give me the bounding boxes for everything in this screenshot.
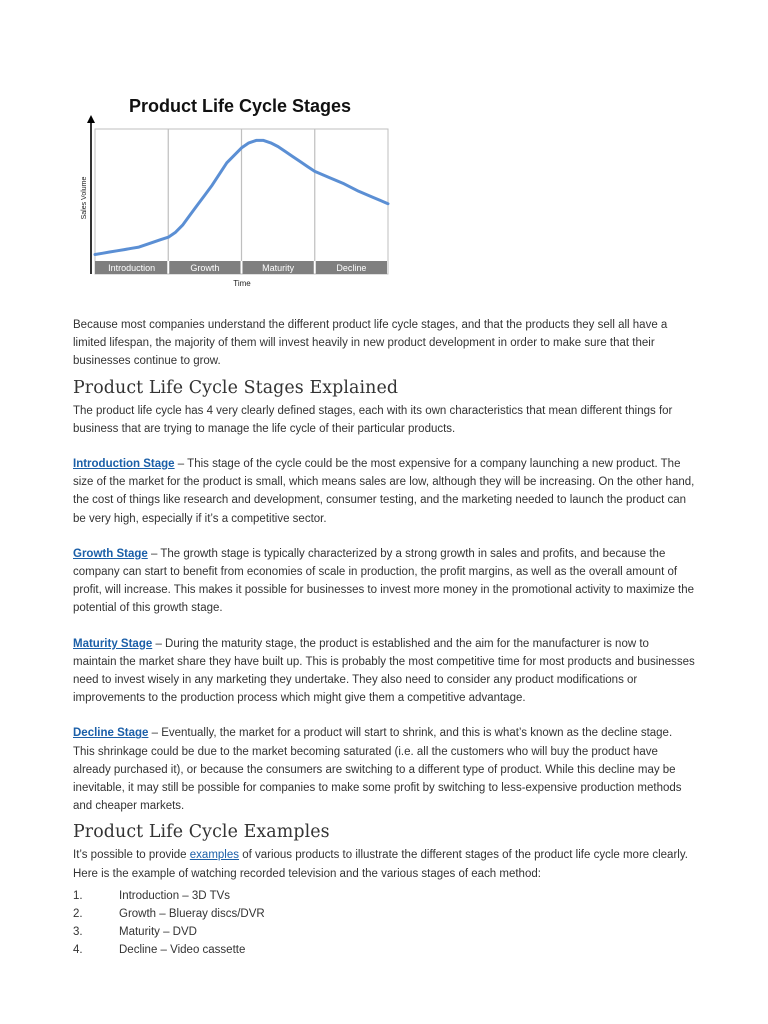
growth-stage-text: – The growth stage is typically characterized by a strong growth in sales and profits, and because the company can start to benefit from economies of scale in production, the profit margins, as well as the overall amount of profit, will increase. This makes it possible for businesses to invest more money in the promotional activity to maximize the potential of this growth stage.	[73, 547, 695, 615]
heading-stages-explained: Product Life Cycle Stages Explained	[73, 377, 399, 398]
x-axis-label: Time	[233, 279, 251, 288]
examples-text-pre: It’s possible to provide	[73, 849, 190, 862]
examples-link[interactable]: examples	[189, 849, 239, 862]
growth-stage-link[interactable]: Growth Stage	[73, 547, 148, 560]
list-item-number: 1.	[73, 889, 83, 902]
y-axis-arrowhead	[87, 115, 95, 123]
list-item-text: Introduction – 3D TVs	[119, 889, 231, 902]
maturity-stage-text: – During the maturity stage, the product is established and the aim for the manufacturer is now to maintain the market share they have built up. This is probably the most competitive time for most products and businesses need to invest wisely in any marketing they undertake. They also need to consider any product modifications or improvements to the production process which might give them a competitive advantage.	[73, 637, 695, 705]
introduction-stage-text: – This stage of the cycle could be the most expensive for a company launching a new product. The size of the market for the product is small, which means sales are low, although they will be increasing. On the other hand, the cost of things like research and development, consumer testing, and the marketing needed to launch the product can be very high, especially if it’s a competitive sector.	[73, 458, 695, 525]
article-body	[73, 316, 695, 960]
list-item-number: 3.	[73, 926, 83, 939]
decline-stage-link[interactable]: Decline Stage	[73, 727, 149, 740]
y-axis-label: Sales Volume	[81, 176, 88, 220]
stage-label: Introduction	[108, 263, 156, 273]
maturity-stage-link[interactable]: Maturity Stage	[73, 637, 153, 650]
list-item	[73, 905, 695, 923]
stage-label: Growth	[190, 263, 220, 273]
decline-stage-text: – Eventually, the market for a product will start to shrink, and this is what’s known as the decline stage. This shrinkage could be due to the market becoming saturated (i.e. all the customers who will buy the product have already purchased it), or because the consumers are switching to a different type of product. While this decline may be inevitable, it may still be possible for companies to make some profit by switching to less-expensive production methods and cheaper markets.	[73, 727, 682, 813]
list-item	[73, 923, 695, 941]
introduction-stage-paragraph	[73, 455, 695, 528]
list-item	[73, 941, 695, 959]
heading-examples: Product Life Cycle Examples	[73, 822, 330, 843]
list-item-text: Growth – Blueray discs/DVR	[119, 908, 265, 921]
examples-paragraph	[73, 846, 695, 882]
list-item	[73, 887, 695, 905]
list-item-number: 4.	[73, 944, 83, 957]
decline-stage-paragraph	[73, 724, 695, 815]
maturity-stage-paragraph	[73, 635, 695, 708]
chart-title: Product Life Cycle Stages	[129, 96, 352, 116]
examples-text-post: of various products to illustrate the different stages of the product life cycle more clearly. Here is the example of watching recorded television and the various stages of each method:	[73, 849, 688, 880]
stage-label: Maturity	[262, 263, 295, 273]
stage-label: Decline	[336, 263, 367, 273]
examples-list	[73, 887, 695, 960]
list-item-number: 2.	[73, 908, 83, 921]
list-item-text: Maturity – DVD	[119, 926, 197, 939]
growth-stage-paragraph	[73, 545, 695, 618]
intro-paragraph: Because most companies understand the different product life cycle stages, and that the products they sell all have a limited lifespan, the majority of them will invest heavily in new product development in order to make sure that their businesses continue to grow.	[73, 319, 668, 368]
introduction-stage-link[interactable]: Introduction Stage	[73, 458, 175, 471]
chart-canvas	[76, 92, 396, 292]
explained-paragraph: The product life cycle has 4 very clearly defined stages, each with its own characteristics that mean different things for business that are trying to manage the life cycle of their particular products.	[73, 404, 673, 435]
list-item-text: Decline – Video cassette	[119, 944, 246, 957]
product-life-cycle-chart	[76, 92, 396, 292]
